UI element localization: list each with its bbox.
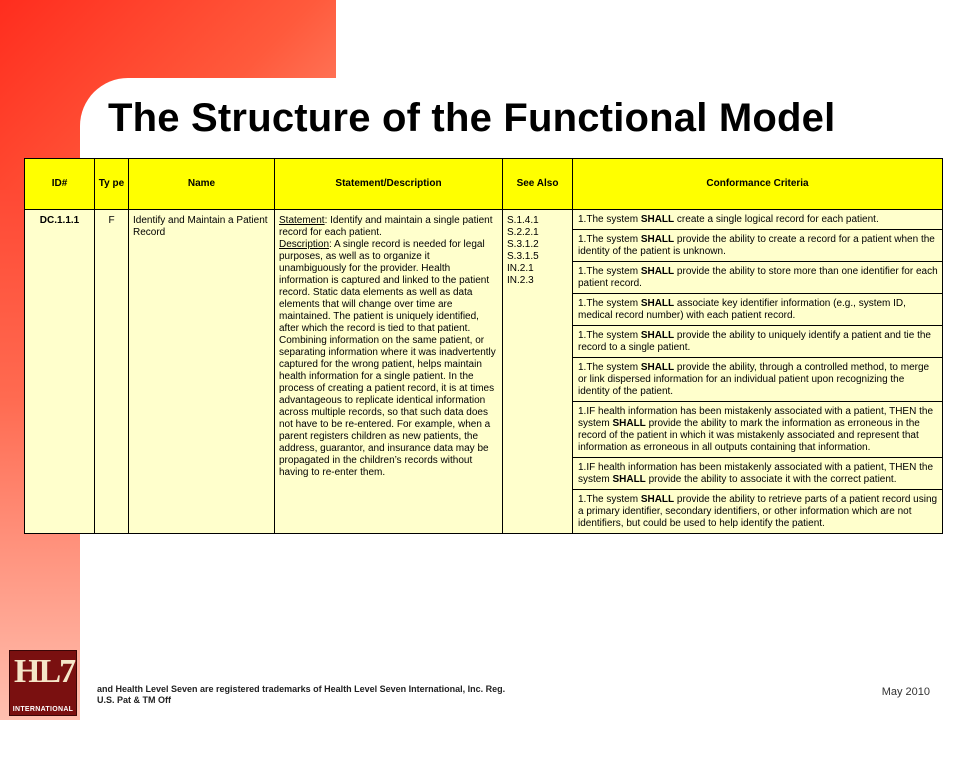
trademark-notice: and Health Level Seven are registered trademarks of Health Level Seven International, Inc. Reg. U.S. Pat & TM Off bbox=[97, 684, 506, 705]
logo-subtext: INTERNATIONAL bbox=[12, 706, 74, 713]
cell-name: Identify and Maintain a Patient Record bbox=[129, 210, 275, 534]
criteria-text: 1.The system bbox=[578, 214, 641, 225]
cell-type: F bbox=[95, 210, 129, 534]
see-also-item: IN.2.1 bbox=[507, 263, 534, 274]
criteria-keyword: SHALL bbox=[640, 298, 675, 309]
see-also-item: S.3.1.2 bbox=[507, 239, 539, 250]
criteria-text: 1.The system bbox=[578, 362, 641, 373]
criteria-text: 1.The system bbox=[578, 330, 641, 341]
criteria-text: 1.The system bbox=[578, 298, 641, 309]
criteria-text: provide the ability to associate it with the correct patient. bbox=[645, 474, 897, 485]
header-criteria: Conformance Criteria bbox=[573, 159, 943, 210]
criteria-cell bbox=[573, 210, 943, 230]
see-also-item: IN.2.3 bbox=[507, 275, 534, 286]
criteria-text: associate key identifier information (e.g., system ID, medical record number) with each patient record. bbox=[578, 298, 906, 321]
cell-see-also bbox=[503, 210, 573, 534]
header-name: Name bbox=[129, 159, 275, 210]
criteria-text: 1.IF health information has been mistakenly associated with a patient, THEN the system bbox=[578, 406, 934, 429]
criteria-keyword: SHALL bbox=[640, 234, 675, 245]
criteria-text: provide the ability to store more than one identifier for each patient record. bbox=[578, 266, 938, 289]
cell-id: DC.1.1.1 bbox=[25, 210, 95, 534]
criteria-text: provide the ability to create a record for a patient when the identity of the patient is unknown. bbox=[578, 234, 935, 257]
statement-text: : Identify and maintain a single patient record for each patient. bbox=[279, 215, 493, 238]
description-text: : A single record is needed for legal purposes, as well as to organize it unambiguously for the provider. Health information is captured and linked to the patient record. Static data elements as well as data elements that will change over time are maintained. The patient is uniquely identified, after which the record is tied to that patient. Combining information on the same patient, or separating information where it was inadvertently captured for the wrong patient, helps maintain health information for a single patient. In the process of creating a patient record, it is at times advantageous to replicate identical information across multiple records, so that such data does not have to be re-entered. For example, when a parent registers children as new patients, the address, guarantor, and insurance data may be propagated in the children’s records without having to re-enter them. bbox=[279, 239, 496, 478]
criteria-cell bbox=[573, 230, 943, 262]
criteria-text: provide the ability, through a controlled method, to merge or link dispersed information for an individual patient upon recognizing the identity of the patient. bbox=[578, 362, 930, 397]
criteria-keyword: SHALL bbox=[640, 214, 675, 225]
criteria-cell bbox=[573, 402, 943, 458]
criteria-cell bbox=[573, 294, 943, 326]
logo-text: HL7 bbox=[14, 653, 75, 690]
header-id: ID# bbox=[25, 159, 95, 210]
criteria-cell bbox=[573, 326, 943, 358]
table-header-row bbox=[25, 159, 943, 210]
slide-title: The Structure of the Functional Model bbox=[108, 96, 836, 140]
criteria-text: provide the ability to retrieve parts of a patient record using a primary identifier, secondary identifiers, or other information which are not identifiers, but could be used to help identify the patient. bbox=[578, 494, 938, 529]
slide-date: May 2010 bbox=[881, 686, 930, 698]
see-also-item: S.1.4.1 bbox=[507, 215, 539, 226]
criteria-text: provide the ability to uniquely identify a patient and tie the record to a single patient. bbox=[578, 330, 931, 353]
statement-label: Statement bbox=[279, 215, 325, 226]
criteria-keyword: SHALL bbox=[640, 266, 675, 277]
criteria-cell bbox=[573, 458, 943, 490]
criteria-text: 1.The system bbox=[578, 266, 641, 277]
criteria-keyword: SHALL bbox=[640, 362, 675, 373]
criteria-cell bbox=[573, 262, 943, 294]
header-type: Ty pe bbox=[95, 159, 129, 210]
criteria-keyword: SHALL bbox=[612, 418, 646, 429]
criteria-text: 1.The system bbox=[578, 234, 641, 245]
table-row bbox=[25, 210, 943, 230]
criteria-cell bbox=[573, 358, 943, 402]
criteria-keyword: SHALL bbox=[640, 330, 675, 341]
criteria-keyword: SHALL bbox=[612, 474, 646, 485]
see-also-item: S.3.1.5 bbox=[507, 251, 539, 262]
criteria-text: provide the ability to mark the information as erroneous in the record of the patient in which it was mistakenly associated and represent that information as erroneous in all outputs containing that information. bbox=[578, 418, 920, 453]
header-see-also: See Also bbox=[503, 159, 573, 210]
criteria-cell bbox=[573, 490, 943, 534]
criteria-keyword: SHALL bbox=[640, 494, 675, 505]
criteria-text: 1.The system bbox=[578, 494, 641, 505]
see-also-item: S.2.2.1 bbox=[507, 227, 539, 238]
criteria-text: create a single logical record for each patient. bbox=[674, 214, 879, 225]
cell-statement bbox=[275, 210, 503, 534]
functional-model-table bbox=[24, 158, 943, 534]
hl7-logo bbox=[9, 650, 77, 716]
criteria-text: 1.IF health information has been mistakenly associated with a patient, THEN the system bbox=[578, 462, 934, 485]
description-label: Description bbox=[279, 239, 330, 250]
header-statement: Statement/Description bbox=[275, 159, 503, 210]
